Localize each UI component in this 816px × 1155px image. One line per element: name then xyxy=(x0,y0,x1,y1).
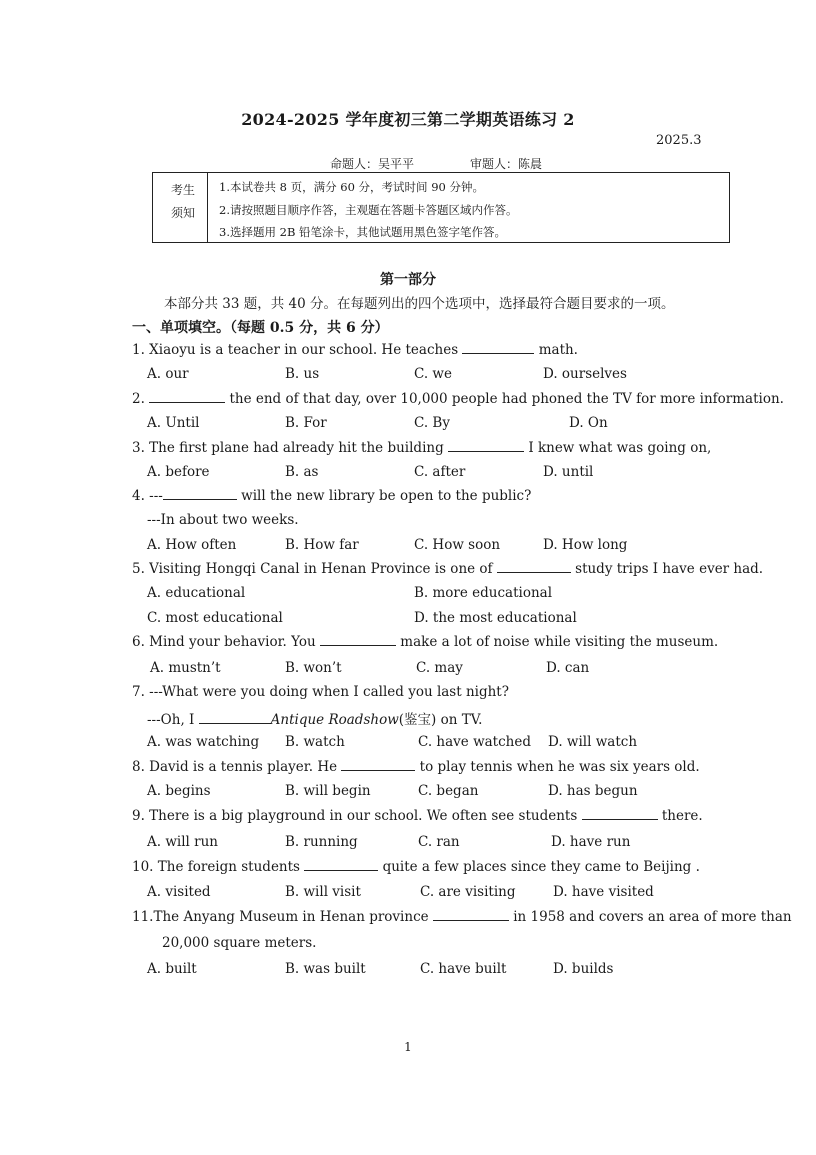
option: B. will begin xyxy=(285,783,371,799)
option: D. builds xyxy=(553,961,614,977)
question-7-answer-line: ---Oh, I Antique Roadshow(鉴宝) on TV. xyxy=(147,712,483,728)
option: C. have built xyxy=(420,961,507,977)
option: C. most educational xyxy=(147,610,283,626)
option: B. watch xyxy=(285,734,345,750)
answer-blank xyxy=(341,769,415,771)
question-11: 11.The Anyang Museum in Henan province in 1958 and covers an area of more than xyxy=(132,909,792,925)
question-1: 1. Xiaoyu is a teacher in our school. He teaches math. xyxy=(132,342,578,358)
option: A. our xyxy=(147,366,189,382)
option: C. are visiting xyxy=(420,884,516,900)
option: B. How far xyxy=(285,537,359,553)
option: B. was built xyxy=(285,961,366,977)
option: A. Until xyxy=(147,415,200,431)
answer-blank xyxy=(163,498,237,500)
option: A. educational xyxy=(147,585,246,601)
question-11-continued: 20,000 square meters. xyxy=(162,935,317,951)
option: C. began xyxy=(418,783,479,799)
option: B. more educational xyxy=(414,585,553,601)
notice-item: 3.选择题用 2B 铅笔涂卡，其他试题用黑色签字笔作答。 xyxy=(219,225,507,239)
question-9: 9. There is a big playground in our school. We often see students there. xyxy=(132,808,703,824)
option: B. running xyxy=(285,834,358,850)
notice-item: 1.本试卷共 8 页，满分 60 分，考试时间 90 分钟。 xyxy=(219,180,484,194)
part-intro: 本部分共 33 题，共 40 分。在每题列出的四个选项中，选择最符合题目要求的一项。 xyxy=(164,296,675,312)
option: C. How soon xyxy=(414,537,501,553)
answer-blank xyxy=(199,722,271,724)
option: A. before xyxy=(147,464,210,480)
notice-divider xyxy=(207,173,208,242)
notice-label-1: 考生 xyxy=(171,183,196,197)
option: D. On xyxy=(569,415,608,431)
option: D. can xyxy=(546,660,590,676)
option: B. us xyxy=(285,366,320,382)
option: A. begins xyxy=(147,783,211,799)
setter: 命题人：吴平平 xyxy=(330,157,415,171)
page-number: 1 xyxy=(404,1040,412,1054)
answer-blank xyxy=(497,571,571,573)
option: C. have watched xyxy=(418,734,531,750)
answer-blank xyxy=(149,401,225,403)
option: A. mustn’t xyxy=(150,660,221,676)
option: A. was watching xyxy=(147,734,260,750)
question-3: 3. The first plane had already hit the building I knew what was going on, xyxy=(132,440,712,456)
question-4: 4. --- will the new library be open to the public? xyxy=(132,488,532,504)
question-10: 10. The foreign students quite a few places since they came to Beijing . xyxy=(132,859,700,875)
answer-blank xyxy=(448,450,524,452)
option: D. until xyxy=(543,464,594,480)
option: C. we xyxy=(414,366,452,382)
question-2: 2. the end of that day, over 10,000 people had phoned the TV for more information. xyxy=(132,391,784,407)
option: D. have visited xyxy=(553,884,654,900)
option: D. has begun xyxy=(548,783,638,799)
exam-date: 2025.3 xyxy=(656,133,702,148)
option: D. How long xyxy=(543,537,628,553)
option: B. will visit xyxy=(285,884,361,900)
option: D. have run xyxy=(551,834,631,850)
option: B. won’t xyxy=(285,660,342,676)
option: A. will run xyxy=(147,834,218,850)
option: D. the most educational xyxy=(414,610,577,626)
exam-title: 2024-2025 学年度初三第二学期英语练习 2 xyxy=(241,110,575,129)
option: D. ourselves xyxy=(543,366,627,382)
option: B. For xyxy=(285,415,327,431)
part-title: 第一部分 xyxy=(380,272,436,288)
notice-label-2: 须知 xyxy=(171,206,196,220)
answer-blank xyxy=(582,818,658,820)
answer-blank xyxy=(304,869,378,871)
option: B. as xyxy=(285,464,319,480)
option: C. after xyxy=(414,464,466,480)
question-6: 6. Mind your behavior. You make a lot of noise while visiting the museum. xyxy=(132,634,719,650)
section-heading: 一、单项填空。（每题 0.5 分，共 6 分） xyxy=(132,320,389,336)
option: A. How often xyxy=(147,537,237,553)
option: A. visited xyxy=(147,884,211,900)
notice-item: 2.请按照题目顺序作答，主观题在答题卡答题区域内作答。 xyxy=(219,203,518,217)
question-5: 5. Visiting Hongqi Canal in Henan Province is one of study trips I have ever had. xyxy=(132,561,764,577)
option: C. ran xyxy=(418,834,460,850)
question-4-answer-line: ---In about two weeks. xyxy=(147,512,299,528)
candidate-notice-box xyxy=(152,172,730,243)
reviewer: 审题人：陈晨 xyxy=(470,157,543,171)
question-8: 8. David is a tennis player. He to play tennis when he was six years old. xyxy=(132,759,700,775)
question-7: 7. ---What were you doing when I called you last night? xyxy=(132,684,509,700)
option: D. will watch xyxy=(548,734,638,750)
option: A. built xyxy=(147,961,197,977)
answer-blank xyxy=(320,644,396,646)
answer-blank xyxy=(462,352,534,354)
option: C. may xyxy=(416,660,463,676)
option: C. By xyxy=(414,415,450,431)
answer-blank xyxy=(433,919,509,921)
